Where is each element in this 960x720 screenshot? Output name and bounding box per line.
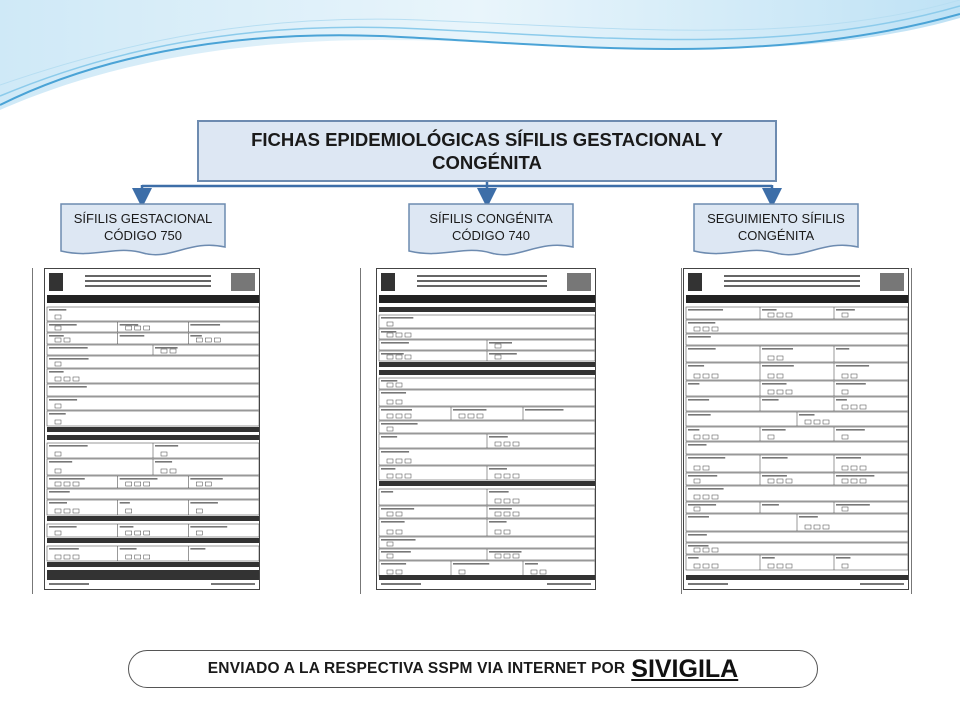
category-label-line1: SEGUIMIENTO SÍFILIS <box>707 211 845 226</box>
separator-line <box>911 268 912 594</box>
separator-line <box>360 268 361 594</box>
category-box-congenita <box>408 203 574 255</box>
category-label-line1: SÍFILIS GESTACIONAL <box>73 211 213 226</box>
separator-line <box>32 268 33 594</box>
category-label-line2: CONGÉNITA <box>737 227 815 243</box>
footer-banner <box>128 650 818 688</box>
sivigila-brand: SIVIGILA <box>631 654 739 683</box>
form-thumbnail-seguimiento <box>683 268 909 590</box>
category-label-line1: SÍFILIS CONGÉNITA <box>429 211 553 226</box>
category-box-gestacional <box>60 203 226 255</box>
footer-message: ENVIADO A LA RESPECTIVA SSPM VIA INTERNET POR <box>207 660 626 677</box>
page-title: FICHAS EPIDEMIOLÓGICAS SÍFILIS GESTACIONAL Y CONGÉNITA <box>251 128 723 173</box>
separator-line <box>681 268 682 594</box>
form-thumbnail-gestacional <box>44 268 260 590</box>
category-label-line2: CÓDIGO 750 <box>103 227 183 243</box>
form-thumbnail-congenita <box>376 268 596 590</box>
category-box-seguimiento <box>693 203 859 255</box>
title-box <box>197 120 777 182</box>
category-label-line2: CÓDIGO 740 <box>451 227 531 243</box>
